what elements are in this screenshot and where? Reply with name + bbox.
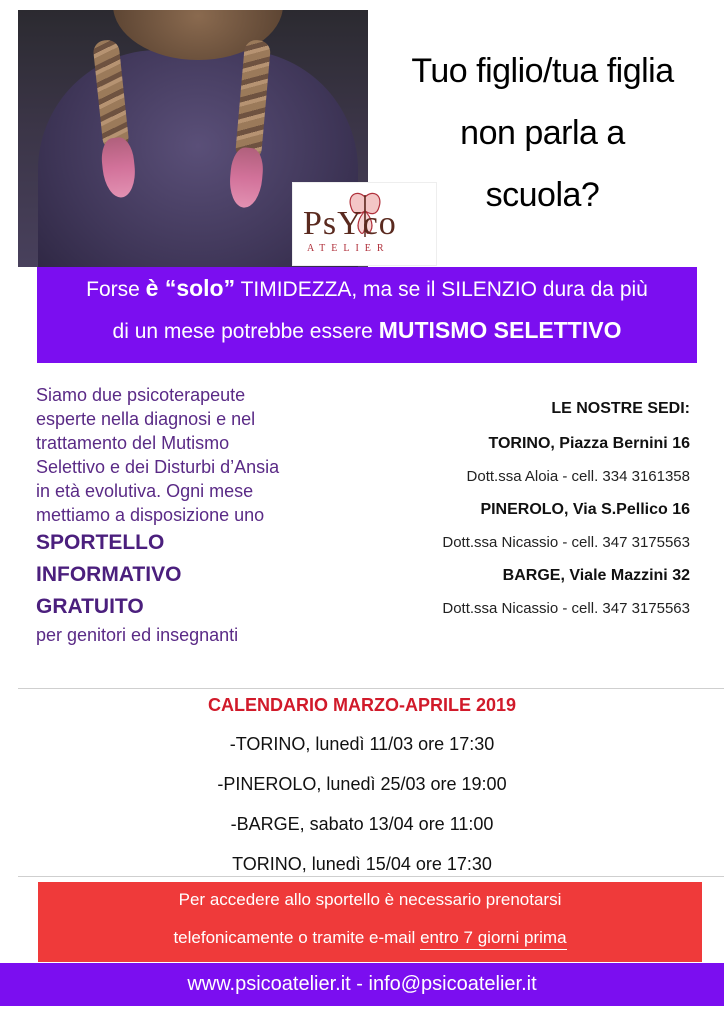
divider [18,688,724,689]
location-city: BARGE, Viale Mazzini 32 [502,567,690,584]
calendar-title: CALENDARIO MARZO-APRILE 2019 [207,695,517,715]
intro-tail: per genitori ed insegnanti [36,625,239,645]
intro-text [36,383,346,647]
intro-line: Siamo due psicoterapeute [36,385,246,405]
banner-line-1: Forse è “solo” TIMIDEZZA, ma se il SILENZIO dura da più [86,275,648,301]
headline-line: Tuo figlio/tua figlia [411,52,674,90]
intro-line: in età evolutiva. Ogni mese [36,481,254,501]
calendar-row: -PINEROLO, lunedì 25/03 ore 19:00 [217,774,507,794]
locations-title: LE NOSTRE SEDI: [551,400,690,417]
booking-notice [38,882,702,962]
location-contact: Dott.ssa Nicassio - cell. 347 3175563 [442,534,690,551]
banner-line-2: di un mese potrebbe essere MUTISMO SELETTIVO [112,317,622,343]
headline-line: scuola? [485,176,600,214]
intro-line: Selettivo e dei Disturbi d’Ansia [36,457,280,477]
intro-line: mettiamo a disposizione uno [36,505,265,525]
locations-list [330,397,690,628]
highlight-line: INFORMATIVO [36,563,182,586]
notice-line-1: Per accedere allo sportello è necessario prenotarsi [178,890,562,909]
highlight-line: SPORTELLO [36,531,165,554]
calendar-row: -BARGE, sabato 13/04 ore 11:00 [230,814,494,834]
deadline-text: entro 7 giorni prima [420,928,566,950]
headline [370,40,715,226]
notice-line-2: telefonicamente o tramite e-mail entro 7 giorni prima [38,928,702,948]
logo-wordmark: PsYco [303,205,397,242]
intro-line: trattamento del Mutismo [36,433,230,453]
location-contact: Dott.ssa Aloia - cell. 334 3161358 [466,468,690,485]
headline-line: non parla a [460,114,625,152]
highlight-line: GRATUITO [36,595,144,618]
intro-line: esperte nella diagnosi e nel [36,409,256,429]
location-city: PINEROLO, Via S.Pellico 16 [480,501,690,518]
logo-subtitle: ATELIER [307,243,390,254]
calendar [0,693,724,889]
timidity-banner [37,267,697,363]
calendar-row: -TORINO, lunedì 11/03 ore 17:30 [229,734,495,754]
location-city: TORINO, Piazza Bernini 16 [488,435,690,452]
location-contact: Dott.ssa Nicassio - cell. 347 3175563 [442,600,690,617]
contact-footer[interactable]: www.psicoatelier.it - info@psicoatelier.it [0,963,724,1006]
calendar-row: TORINO, lunedì 15/04 ore 17:30 [232,854,492,874]
divider [18,876,724,877]
